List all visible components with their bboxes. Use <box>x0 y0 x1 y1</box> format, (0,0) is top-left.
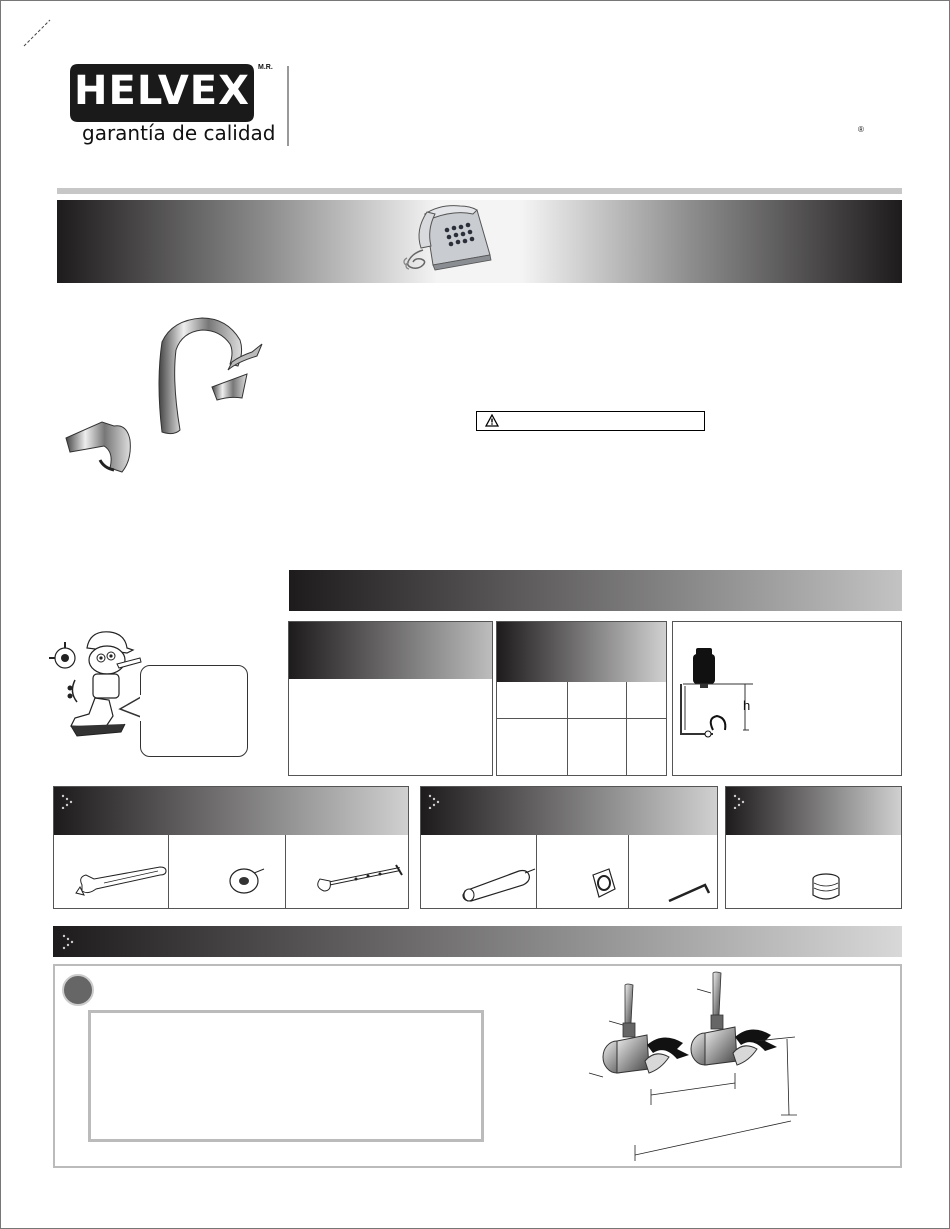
tool-divider <box>285 835 286 908</box>
height-dimension-label: h <box>743 698 751 713</box>
flow-table-box <box>496 621 667 776</box>
flow-table-header <box>497 622 666 682</box>
spare-parts-header <box>726 787 901 835</box>
header-rule <box>57 188 902 194</box>
tools-panel-header <box>54 787 408 835</box>
angle-valve-icon <box>585 965 800 1165</box>
brand-name: HELVEX <box>74 68 250 114</box>
header-divider <box>287 66 289 146</box>
teflon-tape-icon <box>226 863 266 897</box>
registered-mark: ® <box>858 125 864 134</box>
tools-panel-required <box>53 786 409 909</box>
socket-wrench-icon <box>459 867 539 903</box>
table-row-divider <box>497 718 666 719</box>
adjustable-wrench-icon <box>74 863 169 899</box>
table-col-divider <box>626 682 627 775</box>
pressure-info-box <box>288 621 493 776</box>
gasket-icon <box>589 867 619 901</box>
speech-bubble-tail-icon <box>118 695 144 721</box>
brand-tagline: garantía de calidad <box>82 121 276 145</box>
step-number-badge <box>62 974 94 1006</box>
spare-parts-panel <box>725 786 902 909</box>
basin-wrench-icon <box>316 863 406 897</box>
specs-section-bar <box>289 570 902 611</box>
table-col-divider <box>567 682 568 775</box>
tank-height-box <box>672 621 902 776</box>
tool-divider <box>628 835 629 908</box>
tank-height-diagram <box>673 622 901 775</box>
warning-icon <box>485 414 499 427</box>
step-1-instructions-box <box>88 1010 484 1142</box>
pressure-info-header <box>289 622 492 679</box>
installation-section-bar <box>53 926 902 957</box>
mascot-plumber-icon <box>45 620 145 740</box>
mascot-speech-bubble <box>140 665 248 757</box>
allen-key-icon <box>665 875 715 905</box>
tools-panel-included <box>420 786 718 909</box>
faucet-illustration <box>52 312 267 477</box>
brand-logo <box>70 64 254 122</box>
tools-panel-header <box>421 787 717 835</box>
trademark-mark: M.R. <box>258 64 273 71</box>
arrow-bullet-icon <box>61 932 75 950</box>
arrow-bullet-icon <box>732 793 746 809</box>
arrow-bullet-icon <box>60 793 74 809</box>
cut-mark-icon <box>22 18 52 48</box>
warning-box <box>476 411 705 431</box>
aerator-icon <box>808 871 848 903</box>
arrow-bullet-icon <box>427 793 441 809</box>
telephone-icon <box>385 200 495 275</box>
